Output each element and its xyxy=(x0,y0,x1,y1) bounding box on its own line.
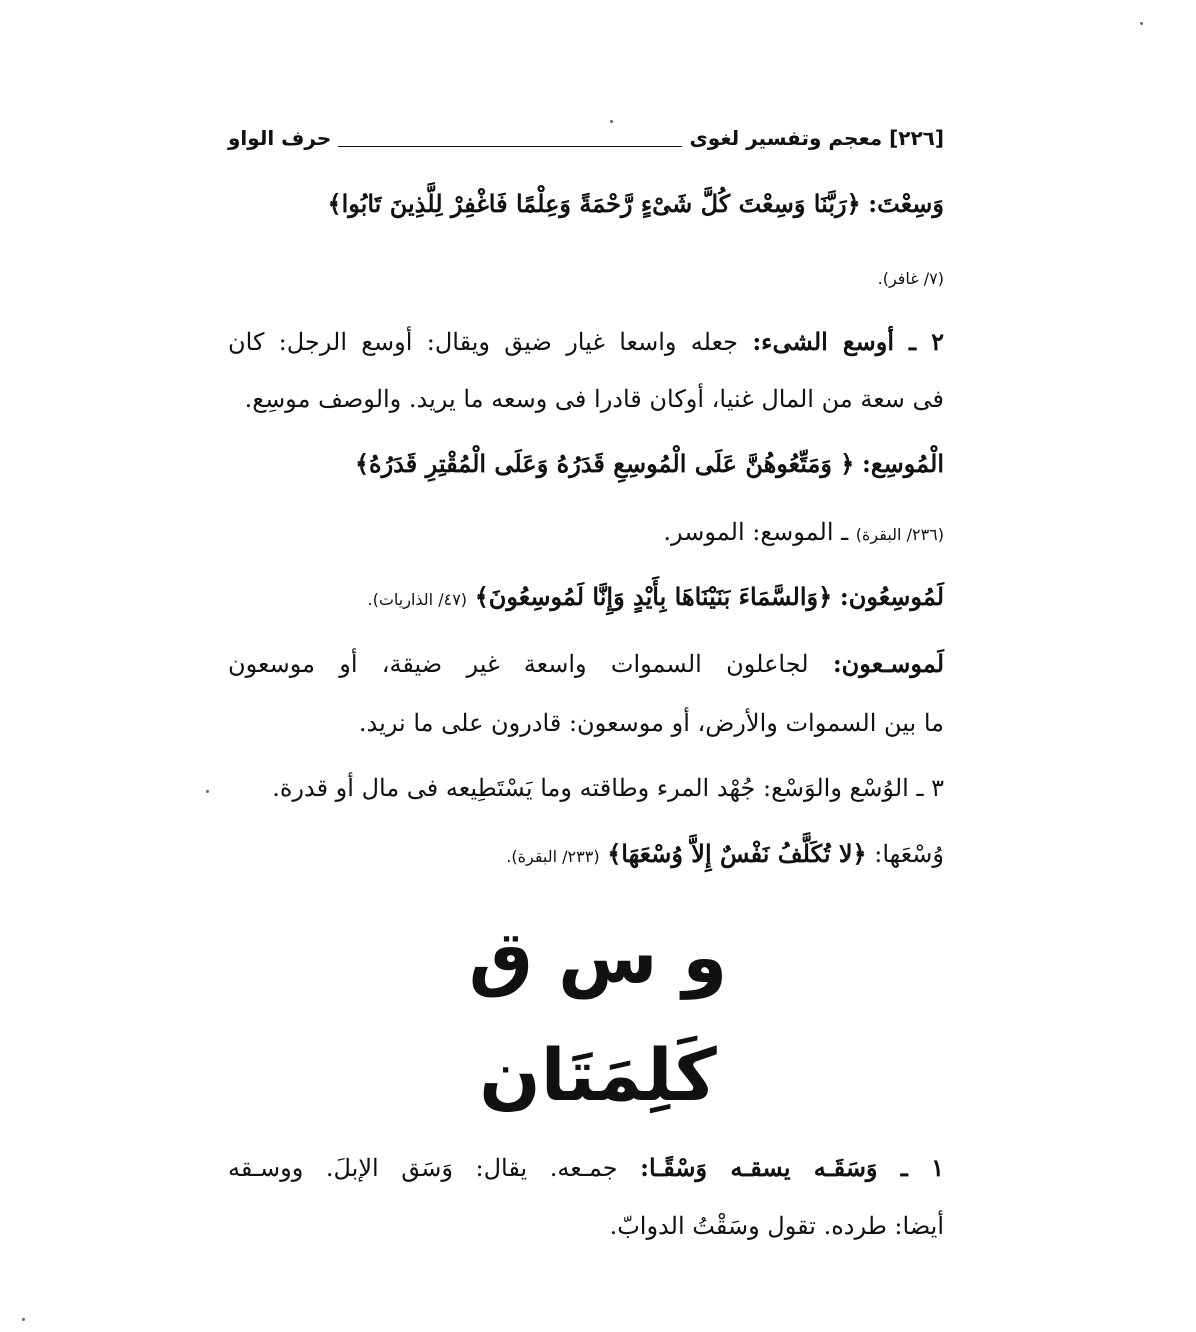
entry-wasaqa-line2 xyxy=(228,1208,944,1244)
entry-text: جمـعه. يقال: وَسَق الإبلَ. ووسـقه xyxy=(228,1154,618,1182)
entry-lamusiun xyxy=(228,579,944,618)
header-page-and-title xyxy=(689,126,944,150)
entry-label: ٢ ـ أوسع الشىء: xyxy=(752,327,944,356)
entry-wasaqa-line1 xyxy=(228,1150,944,1186)
scan-speck xyxy=(22,1318,25,1321)
entry-text: ما بين السموات والأرض، أو موسعون: قادرون على ما نريد. xyxy=(358,709,944,737)
entry-text: جعله واسعا غيار ضيق ويقال: أوسع الرجل: كان xyxy=(228,328,738,356)
entry-label: وَسِعْتَ: xyxy=(868,189,944,218)
entry-wus xyxy=(228,770,944,806)
quran-quote: ﴿لا تُكَلَّفُ نَفْسٌ إِلاَّ وُسْعَهَا﴾ xyxy=(607,839,867,868)
entry-label: ١ ـ وَسَقَـه يسقـه وَسْقًـا: xyxy=(640,1153,944,1182)
entry-text: ـ الموسع: الموسر. xyxy=(663,518,849,546)
entry-text: أيضا: طرده. تقول وسَقْتُ الدوابّ. xyxy=(609,1212,944,1240)
root-letters-heading: و س ق xyxy=(468,915,728,999)
entry-wasiat xyxy=(228,186,944,222)
entry-awsaa-line1 xyxy=(228,324,944,360)
verse-reference: (٢٣٦/ البقرة) xyxy=(855,525,944,544)
entry-text: ٣ ـ الوُسْع والوَسْع: جُهْد المرء وطاقته وما يَسْتَطِيعه فى مال أو قدرة. xyxy=(272,774,944,802)
page-number: [٢٢٦] xyxy=(889,126,944,150)
header-rule xyxy=(338,146,682,147)
entry-label: لَمُوسِعُون: xyxy=(839,582,944,611)
entry-almusi xyxy=(228,446,944,482)
entry-text: لجاعلون السموات واسعة غير ضيقة، أو موسعون xyxy=(228,650,809,678)
entry-label: وُسْعَها: xyxy=(874,840,944,868)
section-title: حرف الواو xyxy=(228,126,332,150)
scan-speck xyxy=(610,120,613,123)
quran-quote: ﴿رَبَّنَا وَسِعْتَ كُلَّ شَىْءٍ رَّحْمَةً وَعِلْمًا فَاغْفِرْ لِلَّذِينَ تَابُوا﴾ xyxy=(327,189,861,218)
entry-wusaha xyxy=(228,836,944,875)
quran-quote: ﴿وَالسَّمَاءَ بَنَيْنَاهَا بِأَيْدٍ وَإِنَّا لَمُوسِعُونَ﴾ xyxy=(474,582,833,611)
scan-speck xyxy=(206,790,209,793)
entry-text: فى سعة من المال غنيا، أوكان قادرا فى وسعه ما يريد. والوصف موسِع. xyxy=(244,385,944,413)
scan-speck xyxy=(1140,22,1143,25)
verse-reference: (٧/ غافر). xyxy=(877,269,944,288)
book-title: معجم وتفسير لغوى xyxy=(689,126,883,150)
entry-almusi-def xyxy=(228,514,944,553)
running-header xyxy=(228,126,944,158)
quran-quote: ﴿ وَمَتِّعُوهُنَّ عَلَى الْمُوسِعِ قَدَرُهُ وَعَلَى الْمُقْتِرِ قَدَرُهُ﴾ xyxy=(354,449,855,478)
verse-reference: (٢٣٣/ البقرة). xyxy=(506,847,600,866)
entry-awsaa-line2 xyxy=(228,381,944,417)
reference-line xyxy=(228,258,944,297)
entry-label: لَموسـعون: xyxy=(832,649,944,678)
entry-lamusiun-def-line2 xyxy=(228,705,944,741)
verse-reference: (٤٧/ الذاريات). xyxy=(367,590,468,609)
root-word-count-heading: كَلِمَتَان xyxy=(479,1033,717,1117)
entry-lamusiun-def-line1 xyxy=(228,646,944,682)
entry-label: الْمُوسِع: xyxy=(862,449,944,478)
